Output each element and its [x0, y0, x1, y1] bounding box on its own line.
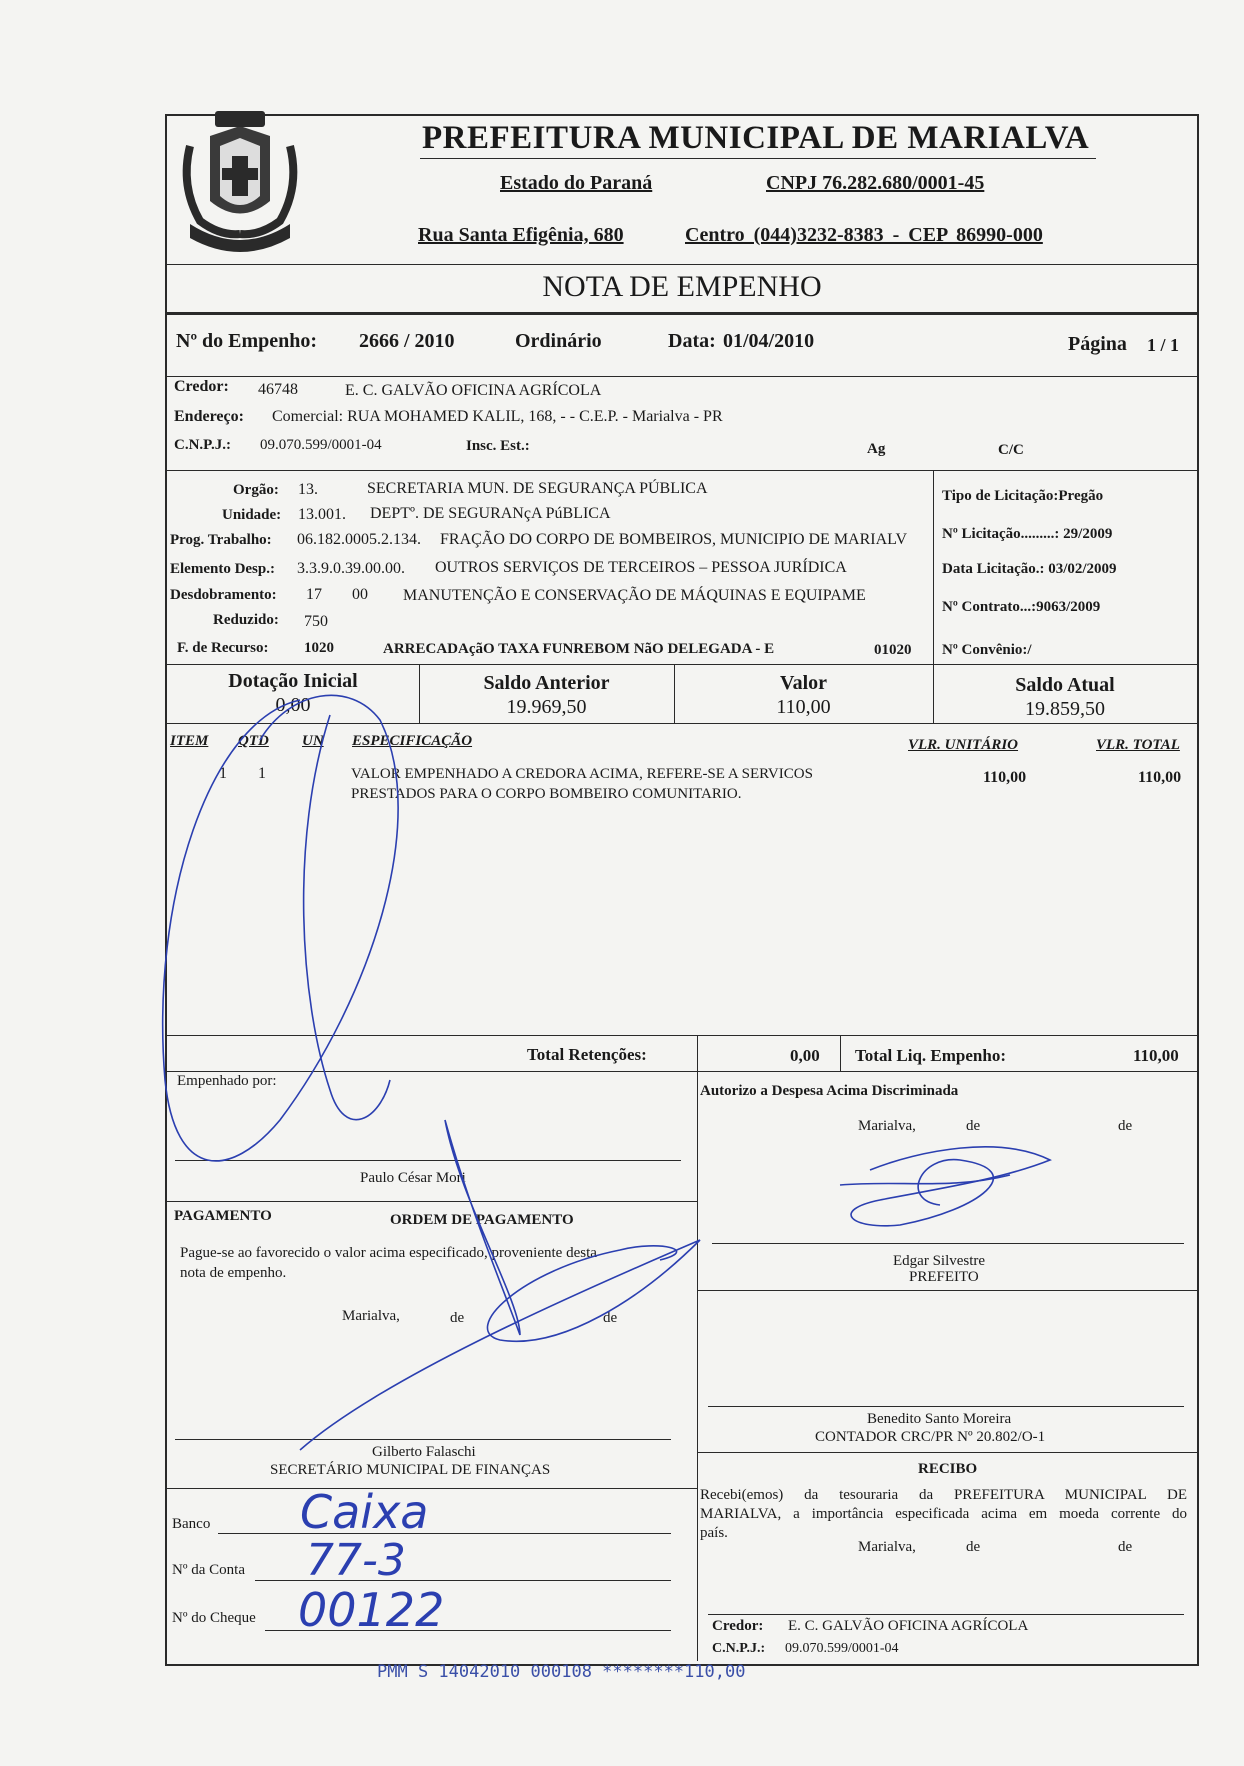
- row-spec-line1: VALOR EMPENHADO A CREDORA ACIMA, REFERE-SE A SERVICOS: [351, 766, 813, 782]
- cheque-handwritten: 00122: [298, 1583, 445, 1637]
- desdobramento-sub: 00: [352, 586, 368, 603]
- liq-empenho-label: Total Liq. Empenho:: [855, 1046, 1006, 1065]
- doc-title: NOTA DE EMPENHO: [542, 270, 822, 303]
- valor-label: Valor: [779, 672, 828, 694]
- credor-code: 46748: [258, 381, 298, 398]
- saldo-atual-value: 19.859,50: [1025, 698, 1105, 720]
- row-total-value: 110,00: [1138, 769, 1182, 786]
- recurso-label: F. de Recurso:: [177, 640, 269, 656]
- credor-name: E. C. GALVÃO OFICINA AGRÍCOLA: [345, 382, 602, 399]
- credor-label: Credor:: [174, 378, 229, 395]
- contador-title: CONTADOR CRC/PR Nº 20.802/O-1: [815, 1429, 1046, 1445]
- contrato-number: Nº Contrato...:9063/2009: [942, 599, 1101, 615]
- desdobramento-label: Desdobramento:: [170, 587, 277, 603]
- recurso-name: ARRECADAçãO TAXA FUNREBOM NãO DELEGADA - E: [383, 641, 775, 657]
- autorizo-city: Marialva,: [858, 1118, 916, 1134]
- empenhado-name: Paulo César Mori: [360, 1170, 466, 1186]
- recibo-credor-name: E. C. GALVÃO OFICINA AGRÍCOLA: [788, 1618, 1029, 1634]
- col-un: UN: [302, 733, 324, 749]
- coat-of-arms-icon: [170, 106, 310, 256]
- pague-text-line2: nota de empenho.: [180, 1265, 287, 1281]
- data-licitacao: Data Licitação.: 03/02/2009: [942, 561, 1117, 577]
- contador-name: Benedito Santo Moreira: [867, 1411, 1012, 1427]
- recibo-text-line2: MARIALVA, a importância especificada acima em moeda corrente do: [700, 1506, 1187, 1522]
- col-specification: ESPECIFICAÇÃO: [352, 733, 473, 749]
- prog-name: FRAÇÃO DO CORPO DE BOMBEIROS, MUNICIPIO DE MARIALV: [440, 531, 908, 548]
- cheque-label: Nº do Cheque: [172, 1610, 256, 1626]
- autorizo-label: Autorizo a Despesa Acima Discriminada: [700, 1083, 959, 1099]
- pague-text-line1: Pague-se ao favorecido o valor acima especificado, proveniente desta: [180, 1245, 597, 1261]
- page-title: PREFEITURA MUNICIPAL DE MARIALVA: [422, 120, 1090, 156]
- row-spec-line2: PRESTADOS PARA O CORPO BOMBEIRO COMUNITARIO.: [351, 786, 742, 802]
- recibo-de2: de: [1118, 1539, 1133, 1555]
- insc-est-label: Insc. Est.:: [466, 438, 530, 454]
- empenho-number-label: Nº do Empenho:: [176, 330, 318, 352]
- recibo-text-line1: Recebi(emos) da tesouraria da PREFEITURA MUNICIPAL DE: [700, 1487, 1187, 1503]
- recibo-credor-label: Credor:: [712, 1618, 764, 1634]
- desdobramento-code: 17: [306, 586, 322, 603]
- elemento-name: OUTROS SERVIÇOS DE TERCEIROS – PESSOA JURÍDICA: [435, 559, 847, 576]
- page-number: 1 / 1: [1147, 335, 1180, 355]
- secretario-name: Gilberto Falaschi: [372, 1444, 476, 1460]
- cnpj-label: CNPJ 76.282.680/0001-45: [766, 172, 985, 194]
- reduzido-label: Reduzido:: [213, 612, 279, 628]
- empenho-number: 2666 / 2010: [359, 330, 455, 352]
- recibo-label: RECIBO: [918, 1461, 978, 1477]
- date-label: Data:: [668, 330, 716, 352]
- elemento-code: 3.3.9.0.39.00.00.: [297, 560, 405, 577]
- row-unit-value: 110,00: [983, 769, 1027, 786]
- pagamento-label: PAGAMENTO: [174, 1208, 272, 1224]
- unidade-code: 13.001.: [298, 506, 346, 523]
- retencoes-label: Total Retenções:: [527, 1045, 647, 1064]
- autorizo-de2: de: [1118, 1118, 1133, 1134]
- prog-code: 06.182.0005.2.134.: [297, 531, 421, 548]
- pagamento-de2: de: [603, 1310, 618, 1326]
- recibo-cnpj: 09.070.599/0001-04: [785, 1641, 899, 1656]
- tipo-licitacao: Tipo de Licitação:Pregão: [942, 488, 1104, 504]
- valor-value: 110,00: [776, 696, 831, 718]
- empenho-date: 01/04/2010: [723, 330, 815, 352]
- prefeito-title: PREFEITO: [909, 1269, 979, 1285]
- account-label: C/C: [998, 442, 1024, 458]
- credor-cnpj: 09.070.599/0001-04: [260, 437, 382, 453]
- autorizo-de1: de: [966, 1118, 981, 1134]
- orgao-code: 13.: [298, 481, 318, 498]
- saldo-anterior-label: Saldo Anterior: [483, 672, 610, 694]
- col-qtd: QTD: [238, 733, 269, 749]
- agency-label: Ag: [867, 441, 886, 457]
- conta-label: Nº da Conta: [172, 1562, 245, 1578]
- retencoes-value: 0,00: [790, 1046, 820, 1065]
- page-label: Página: [1068, 333, 1127, 355]
- recibo-text-line3: país.: [700, 1525, 728, 1541]
- dotacao-label: Dotação Inicial: [228, 670, 358, 692]
- row-qtd: 1: [258, 765, 266, 782]
- saldo-anterior-value: 19.969,50: [506, 696, 587, 718]
- recibo-de1: de: [966, 1539, 981, 1555]
- unidade-name: DEPTº. DE SEGURANçA PúBLICA: [370, 505, 611, 522]
- recibo-cnpj-label: C.N.P.J.:: [712, 1641, 766, 1656]
- state-label: Estado do Paraná: [500, 172, 653, 194]
- empenho-type: Ordinário: [515, 330, 602, 352]
- convenio-number: Nº Convênio:/: [942, 642, 1032, 658]
- prog-label: Prog. Trabalho:: [170, 532, 272, 548]
- unidade-label: Unidade:: [222, 507, 282, 523]
- address-field-label: Endereço:: [174, 408, 244, 425]
- secretario-title: SECRETÁRIO MUNICIPAL DE FINANÇAS: [270, 1462, 551, 1478]
- liq-empenho-value: 110,00: [1133, 1046, 1179, 1065]
- col-total-value: VLR. TOTAL: [1096, 737, 1180, 753]
- elemento-label: Elemento Desp.:: [170, 561, 275, 577]
- col-item: ITEM: [170, 733, 209, 749]
- pagamento-city: Marialva,: [342, 1308, 400, 1324]
- phone-cep-label: Centro (044)3232-8383 - CEP 86990-000: [685, 224, 1043, 246]
- banco-label: Banco: [172, 1516, 211, 1532]
- credor-address: Comercial: RUA MOHAMED KALIL, 168, - - C.E.P. - Marialva - PR: [272, 408, 723, 425]
- pagamento-de1: de: [450, 1310, 465, 1326]
- orgao-label: Orgão:: [233, 482, 279, 498]
- col-unit-value: VLR. UNITÁRIO: [908, 737, 1019, 753]
- orgao-name: SECRETARIA MUN. DE SEGURANÇA PÚBLICA: [367, 480, 708, 497]
- reduzido-value: 750: [304, 613, 328, 630]
- dotacao-value: 0,00: [275, 694, 311, 716]
- saldo-atual-label: Saldo Atual: [1015, 674, 1115, 696]
- conta-handwritten: 77-3: [306, 1535, 406, 1586]
- prefeito-name: Edgar Silvestre: [893, 1253, 986, 1269]
- ordem-pagamento-label: ORDEM DE PAGAMENTO: [390, 1212, 574, 1228]
- address-label: Rua Santa Efigênia, 680: [418, 224, 624, 246]
- desdobramento-name: MANUTENÇÃO E CONSERVAÇÃO DE MÁQUINAS E EQUIPAME: [403, 587, 866, 604]
- recurso-code: 1020: [304, 640, 334, 656]
- numero-licitacao: Nº Licitação.........: 29/2009: [942, 526, 1113, 542]
- recibo-city: Marialva,: [858, 1539, 916, 1555]
- credor-cnpj-label: C.N.P.J.:: [174, 437, 231, 453]
- banco-handwritten: Caixa: [300, 1485, 429, 1539]
- recurso-number: 01020: [874, 642, 912, 658]
- empenhado-por-label: Empenhado por:: [177, 1073, 277, 1089]
- payment-stamp: PMM S 14042010 000108 ********110,00: [377, 1662, 746, 1682]
- row-item: 1: [219, 765, 227, 782]
